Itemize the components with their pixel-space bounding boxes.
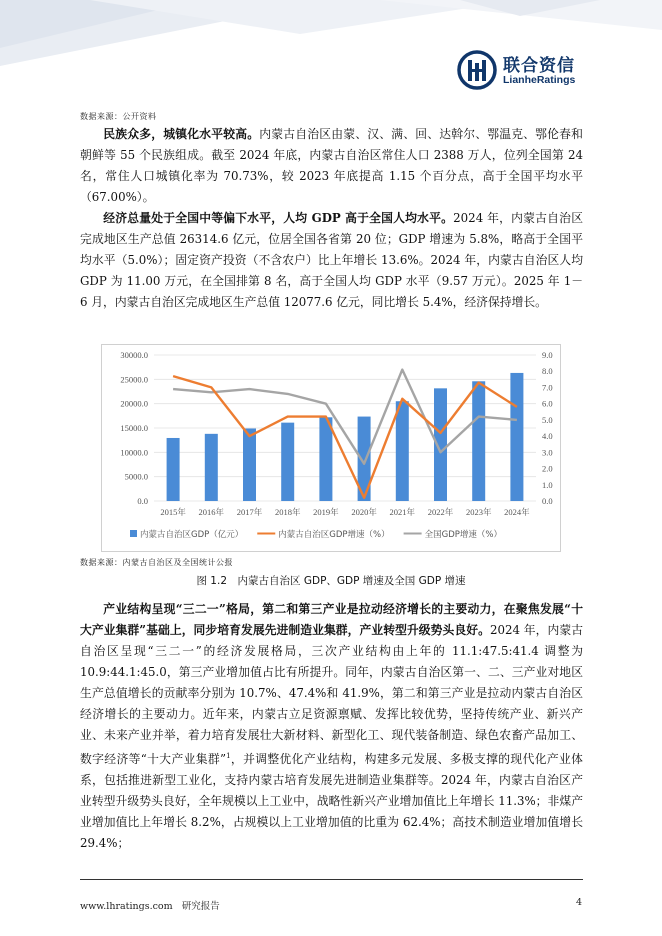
y-left-tick-label: 15000.0 xyxy=(120,423,148,433)
figure-caption: 图 1.2 内蒙古自治区 GDP、GDP 增速及全国 GDP 增速 xyxy=(196,575,466,587)
y-right-tick-label: 4.0 xyxy=(542,431,553,442)
bar-2018年 xyxy=(281,423,294,501)
y-left-tick-label: 20000.0 xyxy=(120,398,148,409)
bar-2017年 xyxy=(243,428,256,501)
x-tick-label: 2023年 xyxy=(465,507,492,517)
footer-rule xyxy=(80,879,583,880)
x-tick-label: 2017年 xyxy=(236,507,263,517)
paragraph-industry-body-a: 2024 年，内蒙古自治区呈现“三二一”的经济发展格局，三次产业结构由上年的 11.1:47.5:41.4 调整为 10.9:44.1:45.0，第三产业增加值占比有所提升。同年，内蒙古自治区第一、二、三产业对地区生产总值增长的贡献率分别为 10.7%、47.4%和 41.9%，第二和第三产业是拉动内蒙古自治区经济增长的主要动力。近年来，内蒙古立足资源禀赋、发挥比较优势，坚持传统产业、新兴产业、未来产业并举，着力培育发展壮大新材料、新型化工、现代装备制造、绿色农畜产品加工、数字经济等“十大产业集群” xyxy=(80,623,583,766)
y-left-tick-label: 0.0 xyxy=(137,496,148,506)
paragraph-economy-body: 2024 年，内蒙古自治区完成地区生产总值 26314.6 亿元，位居全国各省第 20 位；GDP 增速为 5.8%，略高于全国平均水平（5.0%）；固定资产投资（不含农户）比上年增长 13.6%。2024 年，内蒙古自治区人均 GDP 为 11.00 万元，在全国排第 8 名，高于全国人均 GDP 水平（9.57 万元）。2025 年 1－6 月，内蒙古自治区完成地区生产总值 12077.6 亿元，同比增长 5.4%，经济保持增长。 xyxy=(80,211,583,309)
page-number: 4 xyxy=(576,897,583,908)
data-source-top: 数据来源：公开资料 xyxy=(80,112,157,121)
gdp-chart-svg xyxy=(102,345,560,551)
footnote-mark[interactable]: 1 xyxy=(226,752,231,760)
y-left-tick-label: 30000.0 xyxy=(120,350,148,360)
y-right-tick-label: 5.0 xyxy=(542,414,553,425)
x-tick-label: 2022年 xyxy=(427,507,454,517)
bar-2019年 xyxy=(319,417,332,501)
series-line xyxy=(173,370,517,464)
y-right-tick-label: 0.0 xyxy=(542,496,553,506)
paragraph-industry-body-b: ，并调整优化产业结构，构建多元发展、多极支撑的现代化产业体系，包括推进新型工业化，支持内蒙古培育发展先进制造业集群等。2024 年，内蒙古自治区产业转型升级势头良好，全年规模以上工业中，战略性新兴产业增加值比上年增长 11.3%；非煤产业增加值比上年增长 8.2%，占规模以上工业增加值的比重为 62.4%；高技术制造业增加值增长 29.4%； xyxy=(80,751,583,850)
legend-label: 内蒙古自治区GDP增速（%） xyxy=(278,530,390,540)
y-right-tick-label: 9.0 xyxy=(542,350,553,360)
logo-english-name: LianheRatings xyxy=(503,74,576,86)
footer-website[interactable]: www.lhratings.com xyxy=(80,901,173,912)
footer-left xyxy=(80,898,220,912)
y-right-tick-label: 6.0 xyxy=(542,398,553,409)
y-right-tick-label: 7.0 xyxy=(542,382,553,393)
paragraph-population-body: 内蒙古自治区由蒙、汉、满、回、达斡尔、鄂温克、鄂伦春和朝鲜等 55 个民族组成。截至 2024 年底，内蒙古自治区常住人口 2388 万人，位列全国第 24 名，常住人口城镇化率为 70.73%，较 2023 年底提高 1.15 个百分点，高于全国平均水平（67.00%）。 xyxy=(80,127,583,204)
x-tick-label: 2024年 xyxy=(504,507,530,517)
lianhe-logo-icon xyxy=(457,50,497,90)
paragraph-population-lead: 民族众多，城镇化水平较高。 xyxy=(103,127,260,141)
y-left-tick-label: 10000.0 xyxy=(120,447,148,458)
paragraph-economy xyxy=(80,208,583,313)
footer-label: 研究报告 xyxy=(181,901,220,912)
y-left-tick-label: 5000.0 xyxy=(124,471,148,482)
lianhe-ratings-logo xyxy=(457,50,577,90)
x-tick-label: 2021年 xyxy=(389,507,416,517)
y-right-tick-label: 2.0 xyxy=(542,463,553,474)
y-right-tick-label: 1.0 xyxy=(542,479,553,490)
x-tick-label: 2018年 xyxy=(274,507,301,517)
data-source-chart: 数据来源：内蒙古自治区及全国统计公报 xyxy=(80,558,233,567)
gdp-chart xyxy=(101,344,561,552)
bar-2023年 xyxy=(472,381,485,501)
legend-swatch xyxy=(130,530,137,537)
legend-label: 内蒙古自治区GDP（亿元） xyxy=(140,530,244,540)
y-right-tick-label: 8.0 xyxy=(542,366,553,377)
x-tick-label: 2020年 xyxy=(351,507,377,517)
x-tick-label: 2015年 xyxy=(160,507,186,517)
bar-2021年 xyxy=(396,401,409,501)
bar-2016年 xyxy=(205,434,218,501)
logo-chinese-name: 联合资信 xyxy=(503,56,575,76)
paragraph-industry-lead: 产业结构呈现“三二一”格局，第二和第三产业是拉动经济增长的主要动力，在聚焦发展“十大产业集群”基础上，同步培育发展先进制造业集群，产业转型升级势头良好。 xyxy=(80,602,583,637)
y-left-tick-label: 25000.0 xyxy=(120,374,148,385)
x-tick-label: 2016年 xyxy=(198,507,225,517)
bar-2015年 xyxy=(167,438,180,501)
paragraph-economy-lead: 经济总量处于全国中等偏下水平，人均 GDP 高于全国人均水平。 xyxy=(103,211,454,225)
x-tick-label: 2019年 xyxy=(313,507,339,517)
y-right-tick-label: 3.0 xyxy=(542,447,553,458)
legend-label: 全国GDP增速（%） xyxy=(424,530,502,540)
bar-2024年 xyxy=(510,373,523,501)
paragraph-population xyxy=(80,124,583,208)
paragraph-industry xyxy=(80,599,583,854)
series-line xyxy=(173,376,517,498)
